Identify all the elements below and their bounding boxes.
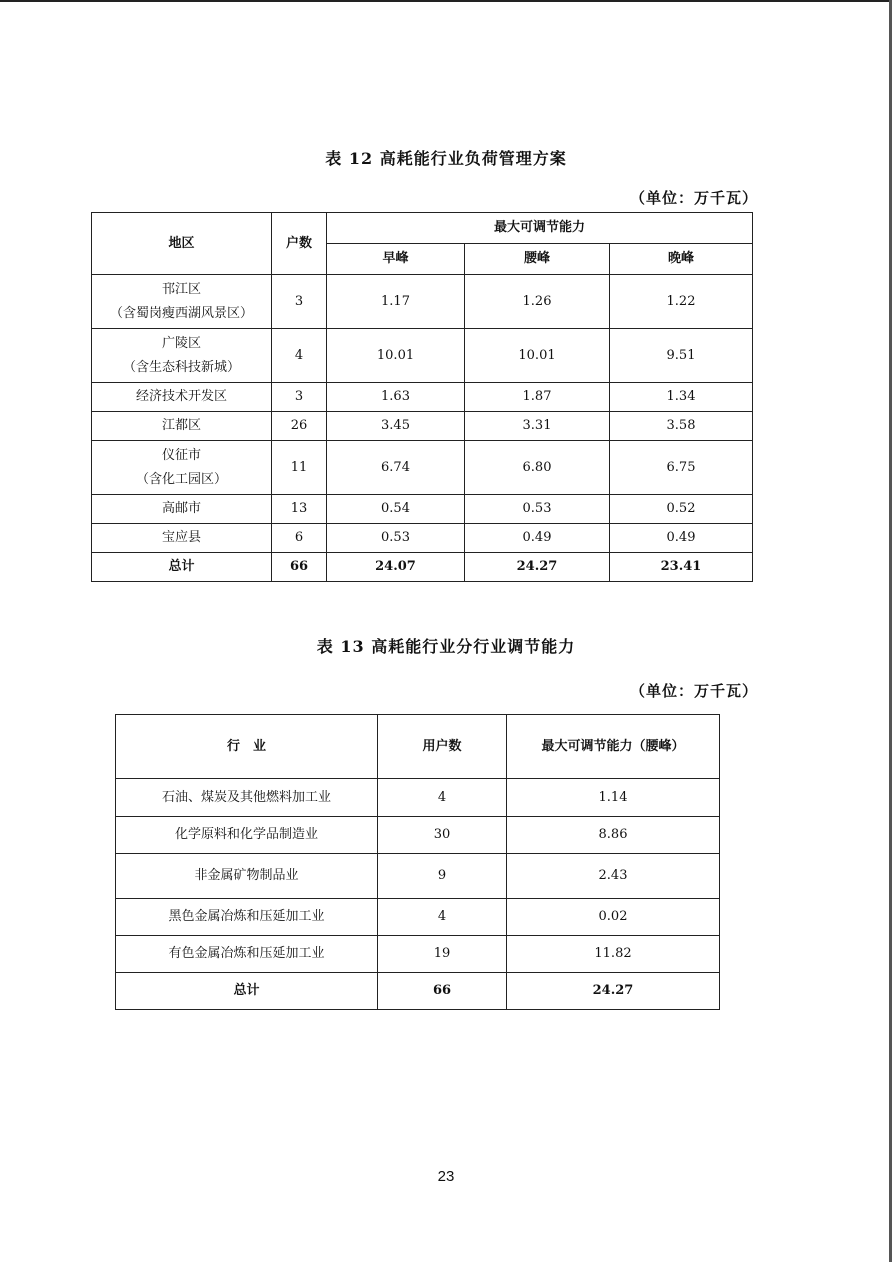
table12-caption: 表 12 高耗能行业负荷管理方案 [325, 149, 567, 168]
morning-cell: 1.17 [327, 275, 465, 329]
morning-cell: 0.54 [327, 495, 465, 524]
total-row [116, 973, 720, 1010]
count-cell: 26 [272, 412, 327, 441]
header-evening: 晚峰 [610, 244, 753, 275]
region-cell [92, 329, 272, 383]
table-row [116, 854, 720, 899]
count-cell: 3 [272, 383, 327, 412]
evening-cell: 0.52 [610, 495, 753, 524]
evening-cell: 9.51 [610, 329, 753, 383]
evening-cell: 1.34 [610, 383, 753, 412]
count-cell: 4 [272, 329, 327, 383]
table-row [92, 383, 753, 412]
capacity-cell: 0.02 [507, 899, 720, 936]
users-cell: 4 [378, 779, 507, 817]
waist-cell: 3.31 [465, 412, 610, 441]
table12 [91, 212, 753, 582]
total-waist: 24.27 [465, 553, 610, 582]
table13-unit: （单位：万千瓦） [630, 682, 759, 700]
header-industry: 行 业 [116, 715, 378, 779]
region-cell [92, 275, 272, 329]
industry-cell: 化学原料和化学品制造业 [116, 817, 378, 854]
capacity-cell: 11.82 [507, 936, 720, 973]
header-households: 户数 [272, 213, 327, 275]
region-name: 江都区 [92, 412, 272, 441]
header-users: 用户数 [378, 715, 507, 779]
industry-cell: 有色金属冶炼和压延加工业 [116, 936, 378, 973]
header-region: 地区 [92, 213, 272, 275]
users-cell: 19 [378, 936, 507, 973]
region-cell [92, 441, 272, 495]
table-row [116, 899, 720, 936]
header-capacity-group: 最大可调节能力 [327, 213, 753, 244]
region-note: （含蜀岗瘦西湖风景区） [109, 305, 253, 321]
table-row [116, 817, 720, 854]
table-row [92, 275, 753, 329]
table-row [92, 524, 753, 553]
morning-cell: 3.45 [327, 412, 465, 441]
total-capacity: 24.27 [507, 973, 720, 1010]
total-label: 总计 [116, 973, 378, 1010]
total-users: 66 [378, 973, 507, 1010]
top-border [0, 0, 892, 2]
waist-cell: 1.26 [465, 275, 610, 329]
total-row [92, 553, 753, 582]
region-note: （含生态科技新城） [122, 359, 240, 375]
header-capacity: 最大可调节能力（腰峰） [507, 715, 720, 779]
region-name: 宝应县 [92, 524, 272, 553]
header-morning: 早峰 [327, 244, 465, 275]
waist-cell: 10.01 [465, 329, 610, 383]
evening-cell: 3.58 [610, 412, 753, 441]
table13 [115, 714, 720, 1010]
morning-cell: 0.53 [327, 524, 465, 553]
count-cell: 3 [272, 275, 327, 329]
total-label: 总计 [92, 553, 272, 582]
region-name: 高邮市 [92, 495, 272, 524]
region-note: （含化工园区） [135, 471, 227, 487]
users-cell: 9 [378, 854, 507, 899]
evening-cell: 0.49 [610, 524, 753, 553]
region-name: 邗江区 [161, 281, 201, 297]
table-row [116, 779, 720, 817]
industry-cell: 石油、煤炭及其他燃料加工业 [116, 779, 378, 817]
waist-cell: 0.49 [465, 524, 610, 553]
table-row [92, 495, 753, 524]
morning-cell: 10.01 [327, 329, 465, 383]
users-cell: 4 [378, 899, 507, 936]
table-row [92, 329, 753, 383]
table-row [92, 412, 753, 441]
total-morning: 24.07 [327, 553, 465, 582]
region-name: 经济技术开发区 [92, 383, 272, 412]
industry-cell: 黑色金属冶炼和压延加工业 [116, 899, 378, 936]
count-cell: 6 [272, 524, 327, 553]
region-name: 仪征市 [161, 447, 201, 463]
page-number: 23 [437, 1168, 455, 1185]
industry-cell: 非金属矿物制品业 [116, 854, 378, 899]
capacity-cell: 2.43 [507, 854, 720, 899]
waist-cell: 0.53 [465, 495, 610, 524]
count-cell: 11 [272, 441, 327, 495]
capacity-cell: 8.86 [507, 817, 720, 854]
evening-cell: 1.22 [610, 275, 753, 329]
table-row [116, 936, 720, 973]
users-cell: 30 [378, 817, 507, 854]
table13-caption: 表 13 高耗能行业分行业调节能力 [316, 637, 576, 656]
morning-cell: 1.63 [327, 383, 465, 412]
table-row [92, 441, 753, 495]
header-waist: 腰峰 [465, 244, 610, 275]
count-cell: 13 [272, 495, 327, 524]
capacity-cell: 1.14 [507, 779, 720, 817]
total-evening: 23.41 [610, 553, 753, 582]
table12-unit: （单位：万千瓦） [630, 189, 759, 207]
total-count: 66 [272, 553, 327, 582]
region-name: 广陵区 [161, 335, 201, 351]
waist-cell: 1.87 [465, 383, 610, 412]
waist-cell: 6.80 [465, 441, 610, 495]
morning-cell: 6.74 [327, 441, 465, 495]
evening-cell: 6.75 [610, 441, 753, 495]
